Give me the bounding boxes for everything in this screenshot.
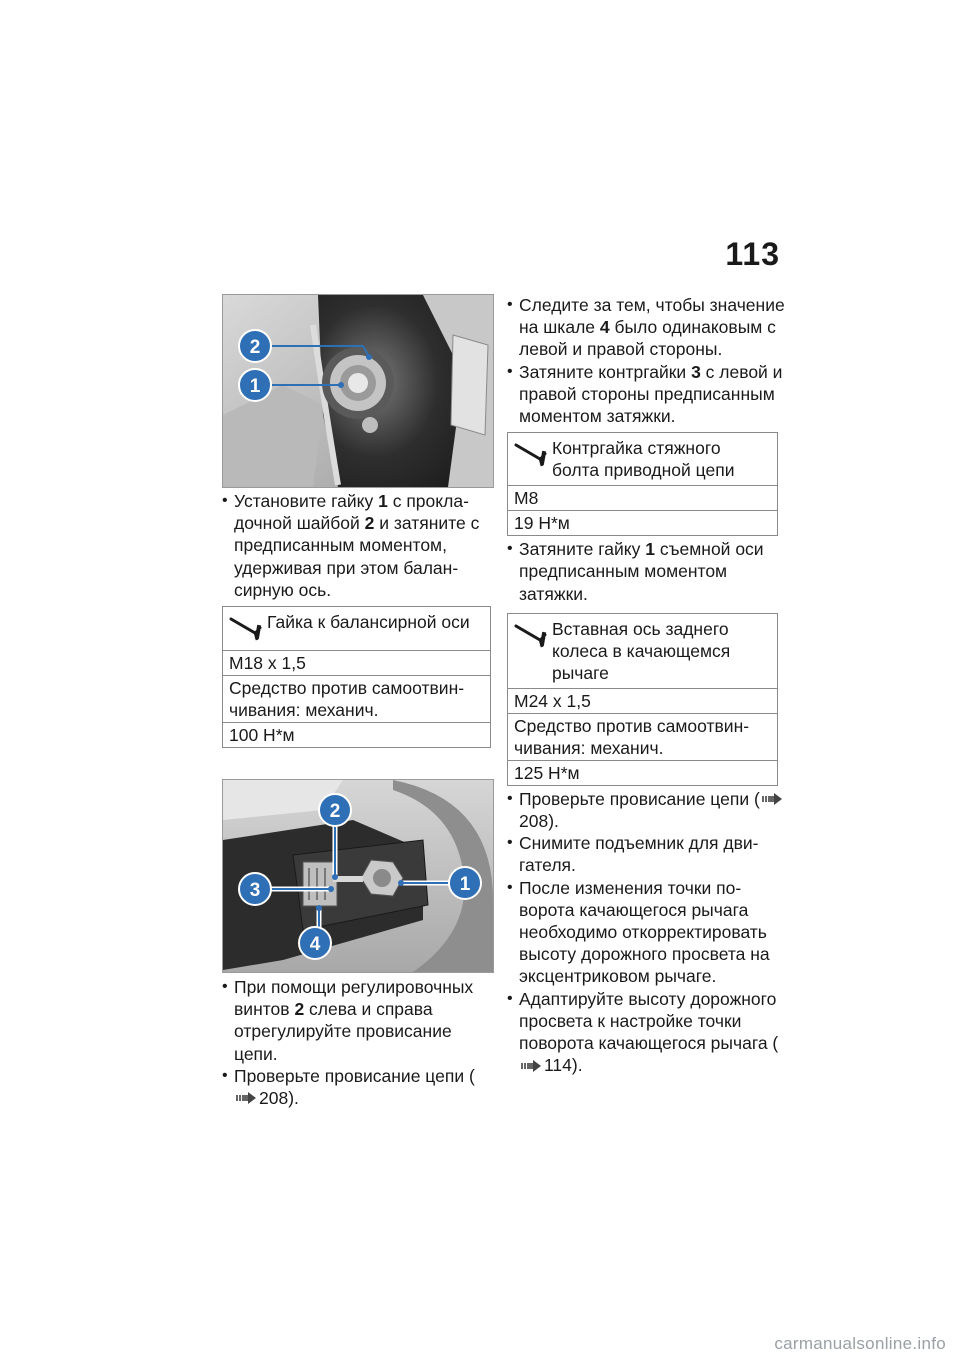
instruction-check-chain-sag: • Проверьте провисание цепи (208).	[507, 788, 787, 832]
page-reference[interactable]: 114	[544, 1055, 572, 1076]
spec-torque: 19 Н*м	[508, 510, 777, 535]
spec-title: Контргайка стяжного болта приводной цепи	[552, 438, 735, 481]
instruction-adjust-ride-height: • После изменения точки поворота качающегося рычага необходимо откорректировать высоту дорожного просвета на эксцентриковом рычаге.	[507, 877, 789, 988]
page-reference-arrow-icon	[521, 1060, 541, 1072]
spec-title: Вставная ось заднего колеса в качающемся рычаге	[552, 618, 731, 683]
callout-2: 2	[329, 801, 341, 822]
instruction-adjust-chain: • При помощи регулировочных винтов 2 слева и справа отрегулируйте провисание цепи.	[222, 976, 496, 1065]
torque-spec-chain-locknut	[507, 432, 778, 536]
right-text-block	[507, 294, 785, 1076]
watermark: carmanualsonline.info	[774, 1334, 946, 1353]
torque-wrench-icon	[514, 618, 552, 684]
page-reference[interactable]: 208	[519, 811, 549, 832]
torque-wrench-icon	[229, 611, 267, 646]
chain-adjuster-photo	[222, 779, 494, 973]
page-reference-arrow-icon	[236, 1092, 256, 1104]
instruction-remove-engine-lift: • Снимите подъемник для двигателя.	[507, 832, 787, 876]
spec-title: Гайка к балансирной оси	[267, 612, 470, 633]
callout-1: 1	[459, 874, 471, 895]
spec-thread: M8	[508, 485, 777, 510]
torque-spec-balance-axle-nut	[222, 606, 491, 748]
spec-torque: 100 Н*м	[223, 722, 490, 747]
instruction-scale-equal: • Следите за тем, чтобы значение на шкале 4 было одинаковым с левой и правой стороны.	[507, 294, 787, 361]
left-text-block-1	[222, 490, 492, 748]
callout-1: 1	[249, 376, 261, 397]
callout-2: 2	[249, 337, 261, 358]
page-reference-arrow-icon	[762, 793, 782, 805]
spec-thread: M24 x 1,5	[508, 688, 777, 713]
spec-locking-agent: Средство против самоотвинчивания: механич.	[223, 675, 490, 722]
callout-4: 4	[309, 934, 321, 955]
instruction-tighten-axle-nut: • Затяните гайку 1 съемной оси предписанным моментом затяжки.	[507, 538, 787, 605]
spec-thread: M18 x 1,5	[223, 650, 490, 675]
balance-axle-nut-photo	[222, 294, 494, 488]
instruction-install-nut: • Установите гайку 1 с прокладочной шайбой 2 и затяните с предписанным моментом, удерживая при этом балансирную ось.	[222, 490, 496, 601]
torque-spec-rear-axle	[507, 613, 778, 786]
instruction-check-chain-sag: • Проверьте провисание цепи (208).	[222, 1065, 496, 1109]
instruction-tighten-locknuts: • Затяните контргайки 3 с левой и правой стороны предписанным моментом затяжки.	[507, 361, 787, 428]
page-reference[interactable]: 208	[259, 1088, 289, 1109]
page-number: 113	[725, 236, 780, 272]
spec-torque: 125 Н*м	[508, 760, 777, 785]
torque-wrench-icon	[514, 437, 552, 481]
callout-3: 3	[249, 880, 261, 901]
spec-locking-agent: Средство против самоотвинчивания: механич.	[508, 713, 777, 760]
left-text-block-2	[222, 976, 492, 1109]
instruction-adapt-ride-height: • Адаптируйте высоту дорожного просвета к настройке точки поворота качающегося рычага (114).	[507, 988, 787, 1077]
